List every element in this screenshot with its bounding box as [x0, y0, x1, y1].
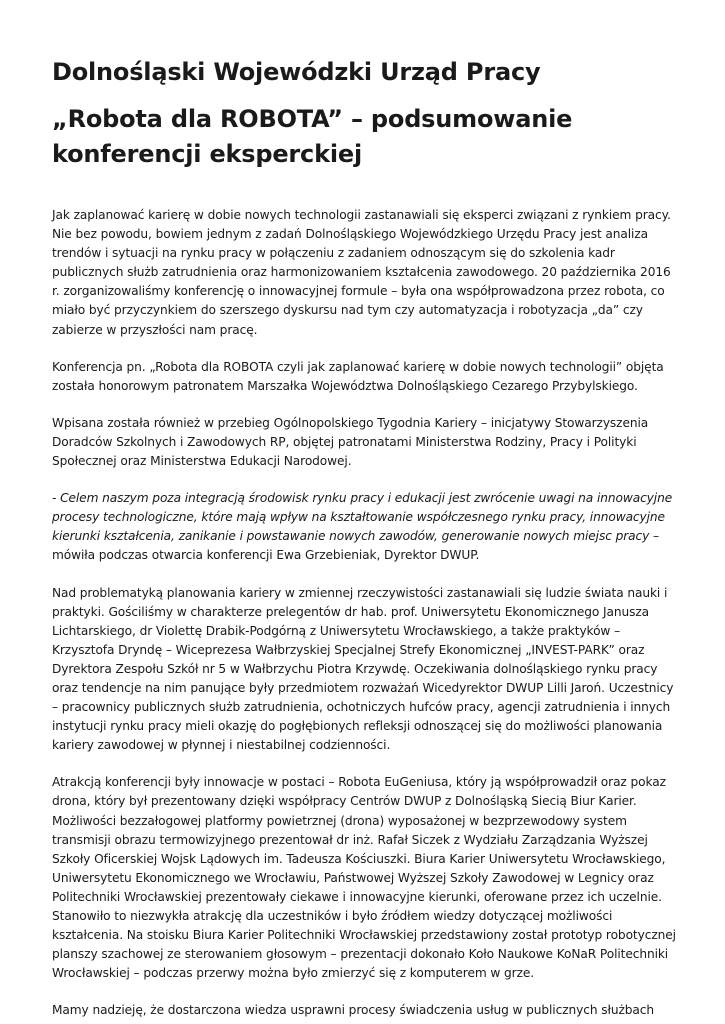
- article-paragraph-4: [52, 489, 677, 565]
- organization-title: Dolnośląski Wojewódzki Urząd Pracy: [52, 58, 541, 86]
- director-quote: - Celem naszym poza integracją środowisk rynku pracy i edukacji jest zwrócenie uwagi na innowacyjne procesy technologiczne, które mają wpływ na kształtowanie współczesnego rynku pracy, innowacyjne kierunki kształcenia, zanikanie i powstawanie nowych zawodów, generowanie nowych miejsc pracy: [52, 491, 673, 544]
- article-paragraph-3: Wpisana została również w przebieg Ogólnopolskiego Tygodnia Kariery – inicjatywy Stowarzyszenia Doradców Szkolnych i Zawodowych RP, objętej patronatami Ministerstwa Rodziny, Pracy i Polityki Społecznej oraz Ministerstwa Edukacji Narodowej.: [52, 415, 649, 469]
- quote-attribution: – mówiła podczas otwarcia konferencji Ewa Grzebieniak, Dyrektor DWUP.: [52, 529, 659, 563]
- article-paragraph-1: Jak zaplanować karierę w dobie nowych technologii zastanawiali się eksperci związani z rynkiem pracy. Nie bez powodu, bowiem jednym z zadań Dolnośląskiego Wojewódzkiego Urzędu Pracy jest analiza trendów i sytuacji na rynku pracy w połączeniu z zadaniem odnoszącym się do szkolenia kadr publicznych służb zatrudnienia oraz harmonizowaniem kształcenia zawodowego. 20 października 2016 r. zorganizowaliśmy konferencję o innowacyjnej formule – była ona współprowadzona przez robota, co miało być przyczynkiem do szerszego dyskursu nad tym czy automatyzacja i robotyzacja „da” czy zabierze w przyszłości nam pracę.: [52, 208, 671, 337]
- article-paragraph-5: Nad problematyką planowania kariery w zmiennej rzeczywistości zastanawiali się ludzie świata nauki i praktyki. Gościliśmy w charakterze prelegentów dr hab. prof. Uniwersytetu Ekonomicznego Janusza Lichtarskiego, dr Violettę Drabik-Podgórną z Uniwersytetu Wrocławskiego, a także praktyków –Krzysztofa Dryndę – Wiceprezesa Wałbrzyskiej Specjalnej Strefy Ekonomicznej „INVEST-PARK” oraz Dyrektora Zespołu Szkół nr 5 w Wałbrzychu Piotra Krzywdę. Oczekiwania dolnośląskiego rynku pracy oraz tendencje na nim panujące były przedmiotem rozważań Wicedyrektor DWUP Lilli Jaroń. Uczestnicy – pracownicy publicznych służb zatrudnienia, ochotniczych hufców pracy, agencji zatrudnienia i innych instytucji rynku pracy mieli okazję do pogłębionych refleksji odnoszącej się do możliwości planowania kariery zawodowej w płynnej i niestabilnej codzienności.: [52, 585, 674, 753]
- article-title: „Robota dla ROBOTA” – podsumowanie konferencji eksperckiej: [52, 105, 573, 168]
- article-paragraph-6: Atrakcją konferencji były innowacje w postaci – Robota EuGeniusa, który ją współprowadził oraz pokaz drona, który był prezentowany dzięki współpracy Centrów DWUP z Dolnośląską Siecią Biur Karier. Możliwości bezzałogowej platformy powietrznej (drona) wyposażonej w bezprzewodowy system transmisji obrazu termowizyjnego prezentował dr inż. Rafał Siczek z Wydziału Zarządzania Wyższej Szkoły Oficerskiej Wojsk Lądowych im. Tadeusza Kościuszki. Biura Karier Uniwersytetu Wrocławskiego, Uniwersytetu Ekonomicznego we Wrocławiu, Państwowej Wyższej Szkoły Zawodowej w Legnicy oraz Politechniki Wrocławskiej prezentowały ciekawe i innowacyjne kierunki, oferowane przez ich uczelnie. Stanowiło to niezwykła atrakcję dla uczestników i było źródłem wiedzy dotyczącej możliwości kształcenia. Na stoisku Biura Karier Politechniki Wrocławskiej przedstawiony został prototyp robotycznej planszy szachowej ze sterowaniem głosowym – prezentacji dokonało Koło Naukowe KoNaR Politechniki Wrocławskiej – podczas przerwy można było zmierzyć się z komputerem w grze.: [52, 775, 676, 981]
- article-paragraph-2: Konferencja pn. „Robota dla ROBOTA czyli jak zaplanować karierę w dobie nowych technologii” objęta została honorowym patronatem Marszałka Województwa Dolnośląskiego Cezarego Przybylskiego.: [52, 359, 664, 393]
- article-paragraph-7: Mamy nadzieję, że dostarczona wiedza usprawni procesy świadczenia usług w publicznych służbach: [52, 1003, 654, 1018]
